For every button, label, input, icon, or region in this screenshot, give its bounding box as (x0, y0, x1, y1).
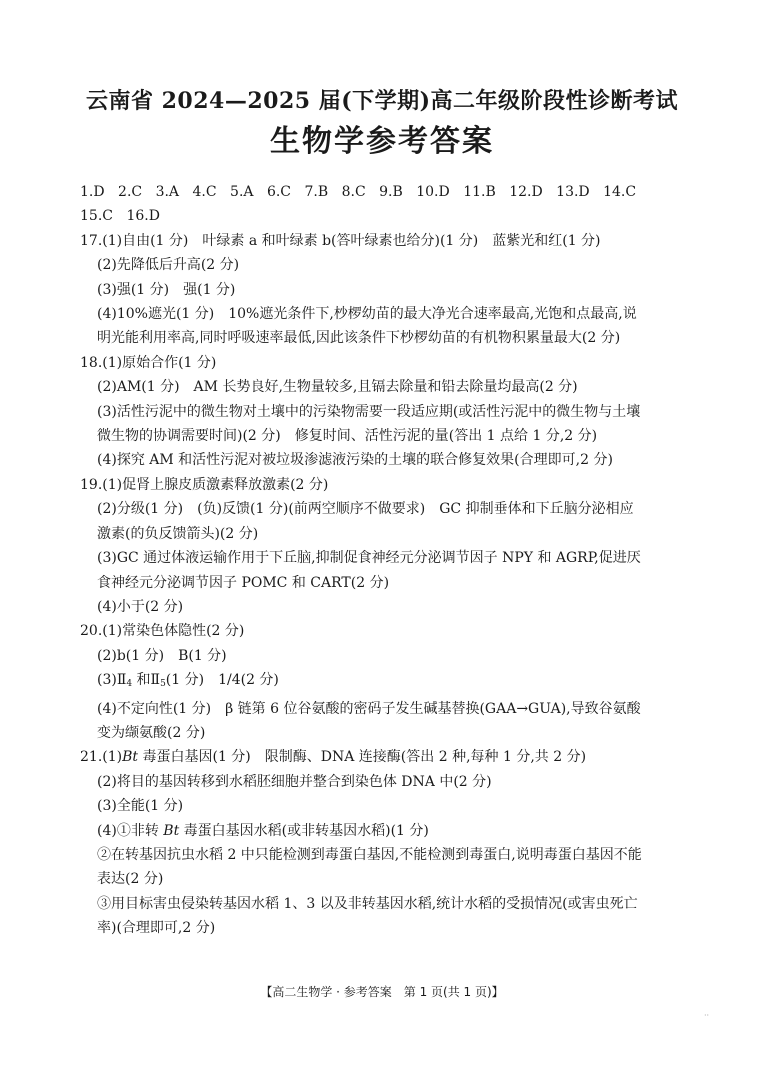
choice-answer: 15.C (80, 208, 113, 225)
q19-line: (4)小于(2 分) (97, 598, 184, 615)
q18-line: (3)活性污泥中的微生物对土壤中的污染物需要一段适应期(或活性污泥中的微生物与土壤 (97, 403, 641, 420)
q19-line: (3)GC 通过体液运输作用于下丘脑,抑制促食神经元分泌调节因子 NPY 和 AGRP,促进厌 (97, 550, 641, 567)
bt-italic: Bt (163, 822, 180, 839)
choice-answer: 14.C (603, 184, 637, 200)
answer-body (80, 180, 700, 941)
exam-title: 云南省 2024—2025 届(下学期)高二年级阶段性诊断考试 (85, 88, 679, 114)
choice-answer: 4.C (192, 184, 217, 200)
q17-line: (2)先降低后升高(2 分) (97, 257, 240, 274)
q19-line: 19.(1)促肾上腺皮质激素释放激素(2 分) (80, 476, 329, 493)
q21-line: 率)(合理即可,2 分) (97, 920, 216, 937)
q20-line: (4)不定向性(1 分) β 链第 6 位谷氨酸的密码子发生碱基替换(GAA→GUA),导致谷氨酸 (97, 700, 641, 717)
choice-answer: 12.D (509, 184, 543, 200)
q21-text: (4)①非转 (97, 822, 164, 839)
choice-answer: 1.D (80, 184, 105, 200)
q19-line: (2)分级(1 分) (负)反馈(1 分)(前两空顺序不做要求) GC 抑制垂体和下丘脑分泌相应 (97, 501, 634, 518)
q18-line: (2)AM(1 分) AM 长势良好,生物量较多,且镉去除量和铅去除量均最高(2 分) (97, 379, 578, 396)
q21-line: ③用目标害虫侵染转基因水稻 1、3 以及非转基因水稻,统计水稻的受损情况(或害虫死亡 (97, 895, 638, 912)
q18-line: 微生物的协调需要时间)(2 分) 修复时间、活性污泥的量(答出 1 点给 1 分,2 分) (97, 428, 598, 445)
q21-line: ②在转基因抗虫水稻 2 中只能检测到毒蛋白基因,不能检测到毒蛋白,说明毒蛋白基因不能 (97, 846, 642, 863)
q20-text: (3)Ⅱ (97, 672, 127, 689)
choice-answer: 3.A (155, 184, 180, 200)
q21-line: 表达(2 分) (97, 871, 164, 888)
page-footer: 【高二生物学 · 参考答案 第 1 页(共 1 页)】 (260, 985, 504, 999)
choice-answer: 9.B (379, 184, 403, 200)
q21-line: (2)将目的基因转移到水稻胚细胞并整合到染色体 DNA 中(2 分) (97, 773, 492, 790)
choice-answer: 2.C (118, 184, 143, 200)
q18-line: (4)探究 AM 和活性污泥对被垃圾渗滤液污染的土壤的联合修复效果(合理即可,2 分) (97, 452, 613, 469)
q20-line: (2)b(1 分) B(1 分) (97, 647, 227, 664)
q17-line: 明光能利用率高,同时呼吸速率最低,因此该条件下杪椤幼苗的有机物积累量最大(2 分) (97, 330, 621, 347)
q20-line: 20.(1)常染色体隐性(2 分) (80, 623, 245, 640)
choice-answer: 5.A (230, 184, 254, 200)
q21-line (80, 745, 700, 769)
choice-answers-row-1 (80, 180, 700, 204)
q21-line (80, 819, 700, 843)
subscript: 5 (160, 679, 166, 690)
answer-key-title: 生物学参考答案 (270, 124, 494, 159)
q17-line: (3)强(1 分) 强(1 分) (97, 281, 236, 298)
q21-line: (3)全能(1 分) (97, 798, 184, 815)
choice-answer: 16.D (126, 208, 160, 225)
q21-text: 毒蛋白基因(1 分) 限制酶、DNA 连接酶(答出 2 种,每种 1 分,共 2 分) (138, 749, 587, 766)
choice-answer: 13.D (556, 184, 590, 200)
bt-italic: Bt (122, 749, 139, 766)
q17-line: 17.(1)自由(1 分) 叶绿素 a 和叶绿素 b(答叶绿素也给分)(1 分) 蓝紫光和红(1 分) (80, 232, 601, 249)
choice-answer: 8.C (341, 184, 366, 200)
choice-answer: 7.B (304, 184, 329, 200)
subscript: 4 (126, 679, 133, 690)
q21-text: 毒蛋白基因水稻(或非转基因水稻)(1 分) (179, 822, 429, 839)
corner-dots: ·· (704, 1011, 710, 1020)
choice-answer: 10.D (416, 184, 450, 200)
q21-text: 21.(1) (80, 749, 123, 766)
q17-line: (4)10%遮光(1 分) 10%遮光条件下,杪椤幼苗的最大净光合速率最高,光饱和点最高,说 (97, 306, 637, 323)
choice-answers-row-2 (80, 204, 700, 228)
q18-line: 18.(1)原始合作(1 分) (80, 354, 217, 371)
choice-answer: 6.C (266, 184, 292, 200)
q20-line: 变为缬氨酸(2 分) (97, 724, 206, 741)
q20-line (80, 668, 700, 696)
q19-line: 激素(的负反馈箭头)(2 分) (97, 525, 259, 542)
q19-line: 食神经元分泌调节因子 POMC 和 CART(2 分) (97, 574, 390, 591)
choice-answer: 11.B (463, 184, 496, 200)
q20-text: 和Ⅱ (132, 672, 161, 689)
q20-text: (1 分) 1/4(2 分) (165, 672, 279, 689)
